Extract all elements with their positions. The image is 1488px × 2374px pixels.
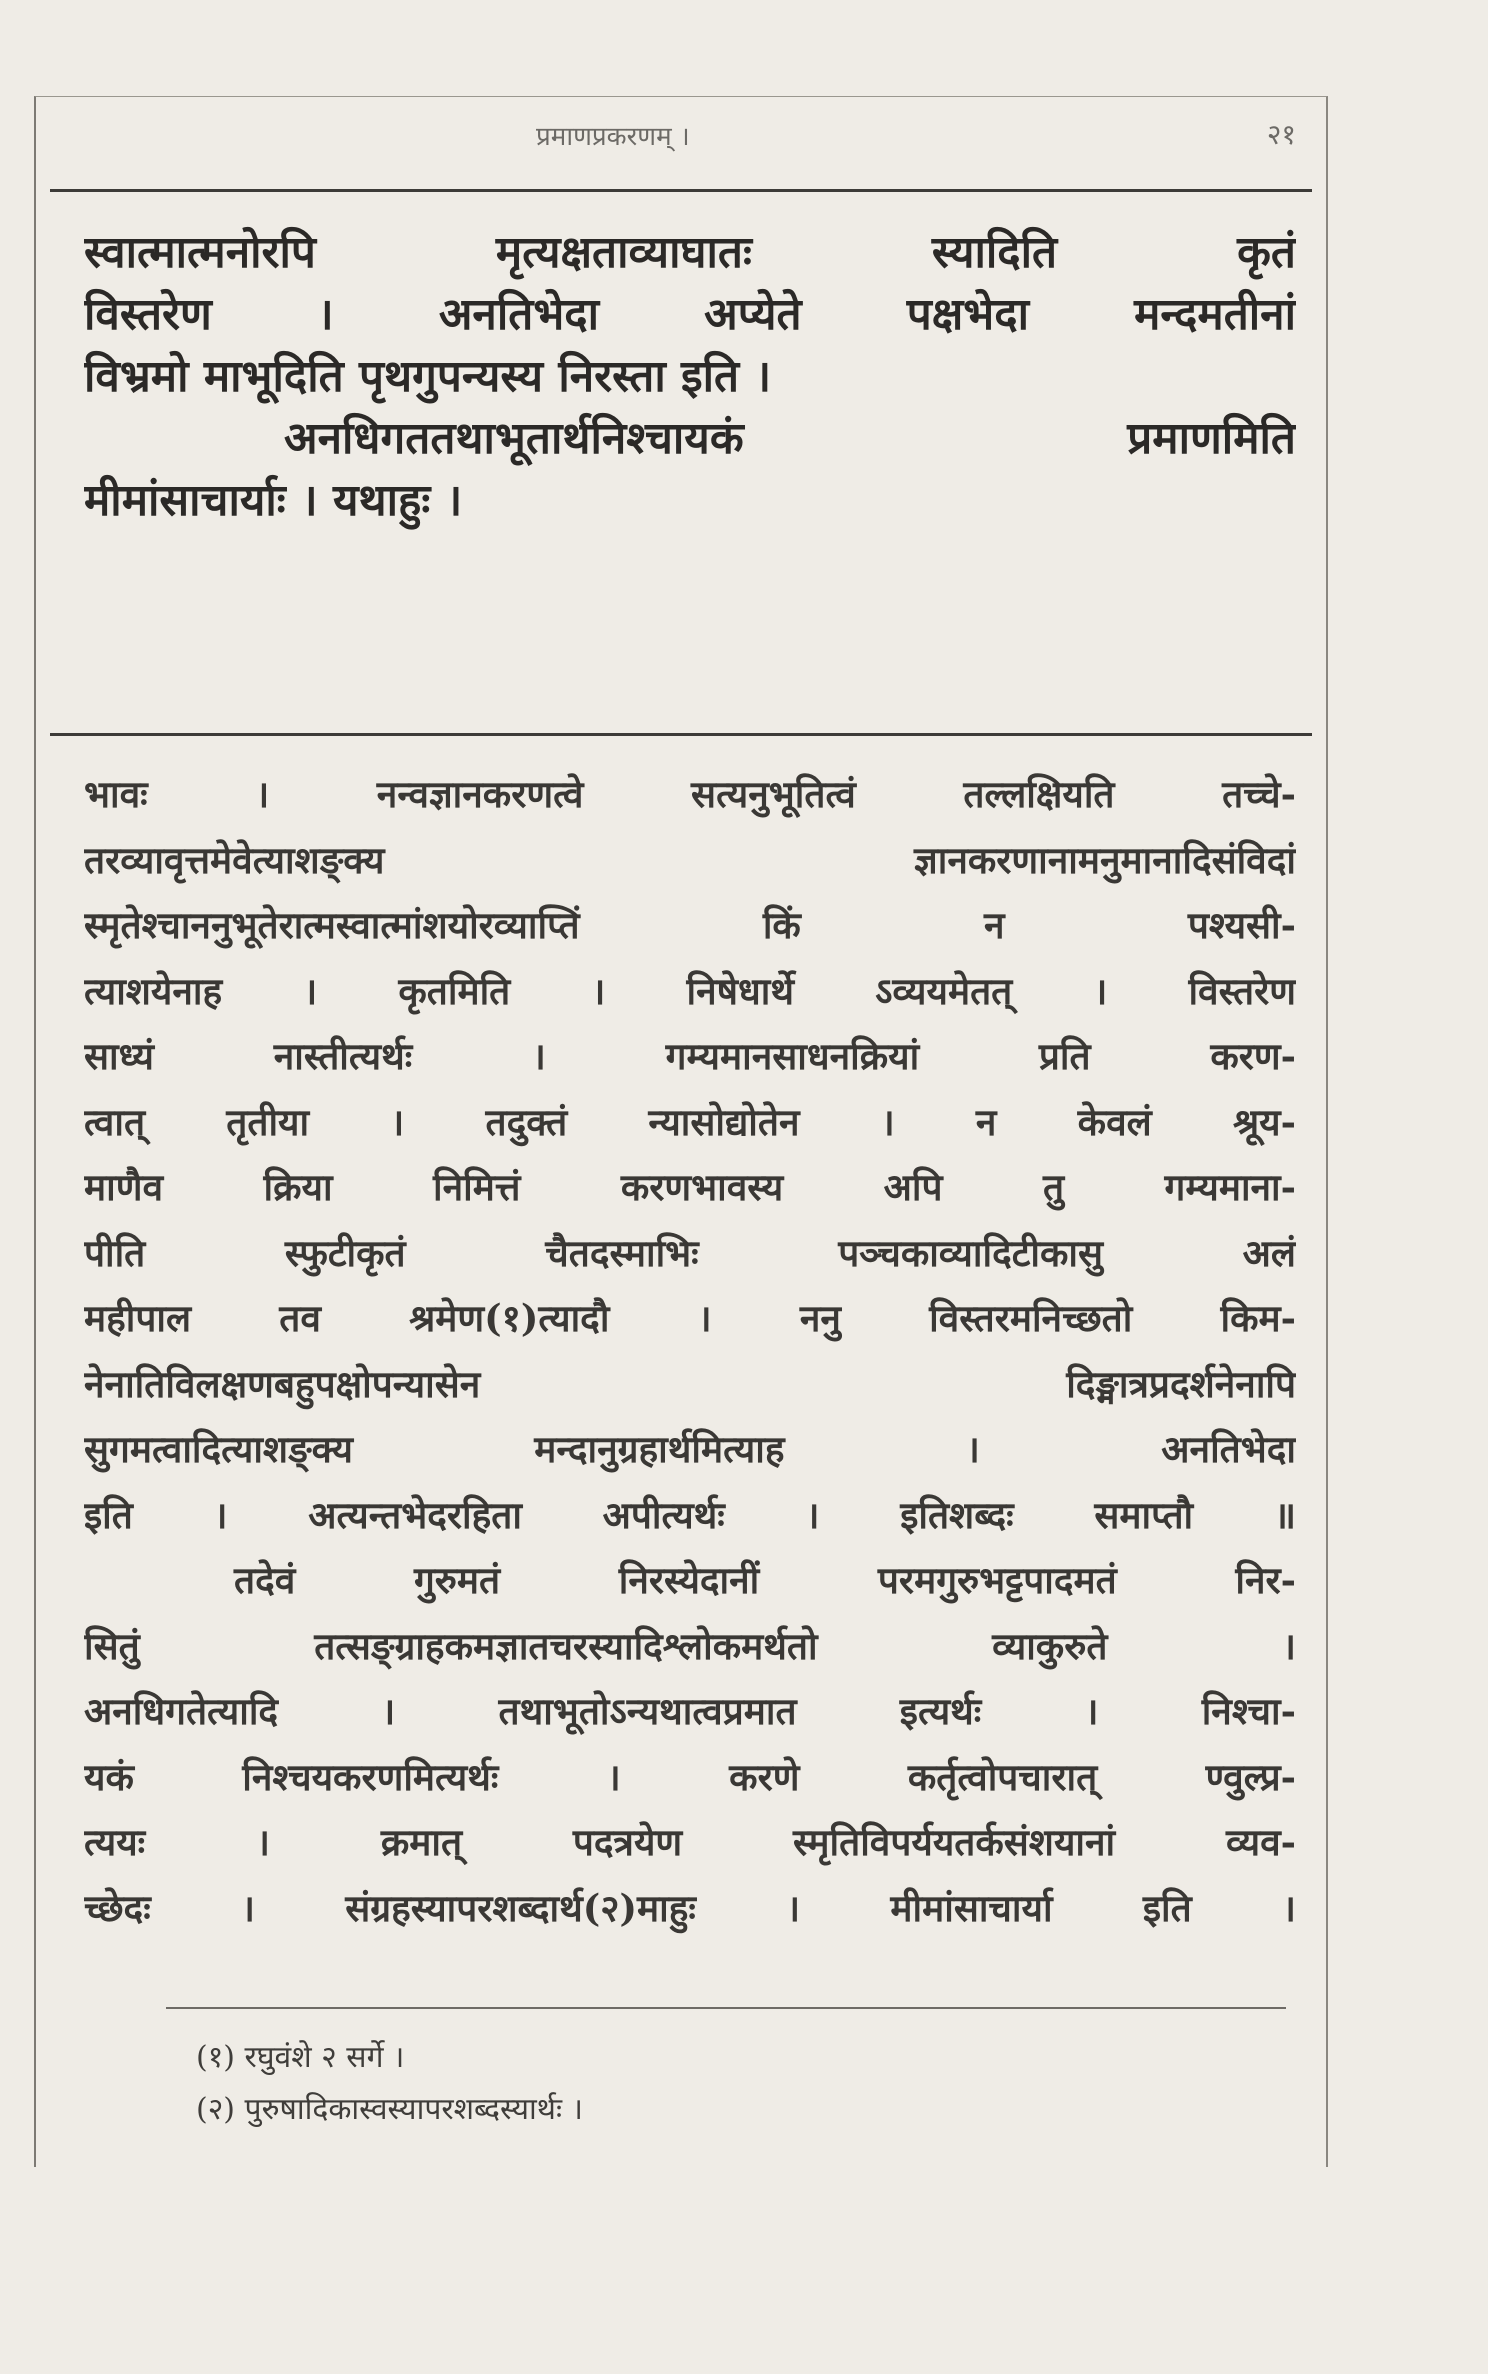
commentary-line: यकं निश्चयकरणमित्यर्थः । करणे कर्तृत्वोपचारात् ण्वुल्प्र- xyxy=(84,1754,1296,1799)
footnotes xyxy=(196,2032,1296,2136)
section-rule xyxy=(50,733,1312,736)
footnote: (१) रघुवंशे २ सर्गे । xyxy=(196,2040,405,2075)
header-rule xyxy=(50,189,1312,192)
footnote-rule xyxy=(166,2007,1286,2009)
main-line: मीमांसाचार्याः । यथाहुः । xyxy=(84,475,463,526)
commentary-line: इति । अत्यन्तभेदरहिता अपीत्यर्थः । इतिशब्दः समाप्तौ ॥ xyxy=(84,1492,1296,1537)
page-frame xyxy=(34,96,1328,2167)
main-line: विस्तरेण । अनतिभेदा अप्येते पक्षभेदा मन्दमतीनां xyxy=(84,289,1296,340)
footnote: (२) पुरुषादिकास्वस्यापरशब्दस्यार्थः । xyxy=(196,2092,583,2127)
page-number: २१ xyxy=(1266,118,1296,151)
commentary-line: पीति स्फुटीकृतं चैतदस्माभिः पञ्चकाव्यादिटीकासु अलं xyxy=(84,1230,1296,1275)
commentary-line: त्ययः । क्रमात् पदत्रयेण स्मृतिविपर्ययतर्कसंशयानां व्यव- xyxy=(84,1820,1296,1864)
commentary-line: सितुं तत्सङ्ग्राहकमज्ञातचरस्यादिश्लोकमर्थतो व्याकुरुते । xyxy=(84,1623,1296,1668)
running-title: प्रमाणप्रकरणम् । xyxy=(536,122,690,152)
commentary-line: त्याशयेनाह । कृतमिति । निषेधार्थे ऽव्ययमेतत् । विस्तरेण xyxy=(84,968,1296,1013)
commentary-line: साध्यं नास्तीत्यर्थः । गम्यमानसाधनक्रियां प्रति करण- xyxy=(84,1034,1296,1078)
commentary-line: भावः । नन्वज्ञानकरणत्वे सत्यनुभूतित्वं तल्लक्षियति तच्चे- xyxy=(84,772,1296,816)
commentary-line: नेनातिविलक्षणबहुपक्षोपन्यासेन दिङ्मात्रप्रदर्शनेनापि xyxy=(84,1361,1296,1406)
commentary-line: माणैव क्रिया निमित्तं करणभावस्य अपि तु गम्यमाना- xyxy=(84,1165,1296,1209)
main-line: स्वात्मात्मनोरपि मृत्यक्षताव्याघातः स्यादिति कृतं xyxy=(84,227,1296,278)
main-line: अनधिगततथाभूतार्थनिश्चायकं प्रमाणमिति xyxy=(284,413,1296,464)
commentary xyxy=(84,762,1296,1941)
commentary-line: स्मृतेश्चाननुभूतेरात्मस्वात्मांशयोरव्याप्तिं किं न पश्यसी- xyxy=(84,903,1296,947)
commentary-line: तरव्यावृत्तमेवेत्याशङ्क्य ज्ञानकरणानामनुमानादिसंविदां xyxy=(84,837,1296,882)
main-line: विभ्रमो माभूदिति पृथगुपन्यस्य निरस्ता इति । xyxy=(84,351,772,402)
commentary-line: च्छेदः । संग्रहस्यापरशब्दार्थ(२)माहुः । मीमांसाचार्या इति । xyxy=(84,1885,1296,1930)
main-text xyxy=(84,222,1296,532)
running-head xyxy=(36,113,1326,163)
commentary-line: तदेवं गुरुमतं निरस्येदानीं परमगुरुभट्टपादमतं निर- xyxy=(234,1558,1296,1602)
commentary-line: त्वात् तृतीया । तदुक्तं न्यासोद्योतेन । न केवलं श्रूय- xyxy=(84,1099,1296,1144)
commentary-line: अनधिगतेत्यादि । तथाभूतोऽन्यथात्वप्रमात इत्यर्थः । निश्चा- xyxy=(84,1689,1296,1733)
commentary-line: महीपाल तव श्रमेण(१)त्यादौ । ननु विस्तरमनिच्छतो किम- xyxy=(84,1296,1296,1340)
commentary-line: सुगमत्वादित्याशङ्क्य मन्दानुग्रहार्थमित्याह । अनतिभेदा xyxy=(84,1427,1296,1471)
